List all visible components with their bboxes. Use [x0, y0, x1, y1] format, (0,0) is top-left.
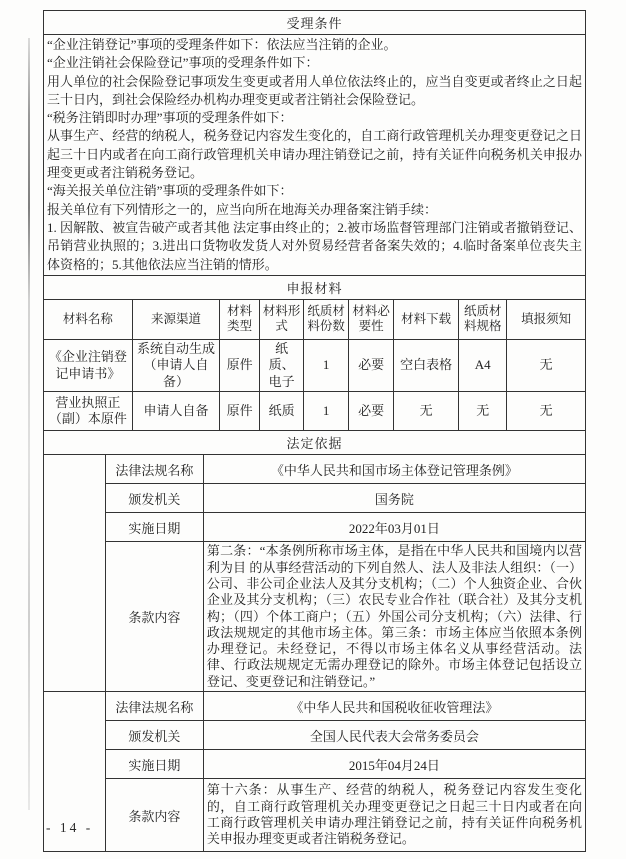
- filling-notes-cell: 无: [507, 339, 586, 392]
- col-header-paper-size: 纸质材料规格: [459, 299, 507, 339]
- law-issuer-value: 全国人民代表大会常务委员会: [203, 721, 585, 750]
- document-table: [43, 10, 586, 852]
- materials-header-row: [44, 299, 586, 339]
- law-date-row: [44, 750, 586, 779]
- col-header-material-form: 材料形式: [260, 299, 304, 339]
- law-content-value: 第二条：“本条例所称市场主体，是指在中华人民共和国境内以营利为目 的从事经营活动的下列自然人、法人及非法人组织：（一）公司、非公司企业法人及其分支机构；（二）个人独资企业、合伙企业及其分支机构；（三）农民专业合作社（联合社）及其分支机构；（四）个体工商户；（五）外国公司分支机构；（六）法律、行政法规规定的其他市场主体。第三条：市场主体应当依照本条例办理登记。未经登记，不得以市场主体名义从事经营活动。法律、行政法规规定无需办理登记的除外。市场主体登记包括设立登记、变更登记和注销登记。”: [203, 542, 585, 692]
- law-issuer-value: 国务院: [203, 484, 585, 513]
- paper-copies-cell: 1: [304, 392, 349, 431]
- law-content-label: 条款内容: [105, 779, 203, 852]
- material-name-cell: 营业执照正（副）本原件: [44, 392, 133, 431]
- acceptance-body-cell: [44, 35, 586, 276]
- col-header-paper-copies: 纸质材料份数: [304, 299, 349, 339]
- download-cell: 无: [394, 392, 459, 431]
- law-content-value: 第十六条：从事生产、经营的纳税人，税务登记内容发生变化的，自工商行政管理机关办理变更登记之日起三十日内或者在向工商行政管理机关申请办理注销登记之前，持有关证件向税务机关申报办理变更或者注销税务登记。: [203, 779, 585, 852]
- law-issuer-row: [44, 721, 586, 750]
- legal-spacer-cell: [44, 455, 106, 692]
- material-name-cell: 《企业注销登记申请书》: [44, 339, 133, 392]
- law-issuer-label: 颁发机关: [105, 484, 203, 513]
- acceptance-paragraph: 从事生产、经营的纳税人，税务登记内容发生变化的，自工商行政管理机关办理变更登记之日起三十日内或者在向工商行政管理机关申请办理注销登记之前，持有关证件向税务机关申报办理变更或者注销税务登记。: [47, 128, 582, 181]
- necessity-cell: 必要: [349, 392, 394, 431]
- col-header-filling-notes: 填报须知: [507, 299, 586, 339]
- source-channel-cell: 系统自动生成（申请人自备）: [132, 339, 219, 392]
- law-name-label: 法律法规名称: [105, 455, 203, 484]
- filling-notes-cell: 无: [507, 392, 586, 431]
- law-issuer-row: [44, 484, 586, 513]
- material-row: [44, 392, 586, 431]
- acceptance-section-title: 受理条件: [44, 11, 586, 35]
- material-form-cell: 纸质、电子: [260, 339, 304, 392]
- acceptance-paragraph: “海关报关单位注销”事项的受理条件如下：: [47, 183, 293, 199]
- materials-section-title: 申报材料: [44, 275, 586, 299]
- law-content-row: [44, 779, 586, 852]
- source-channel-cell: 申请人自备: [132, 392, 219, 431]
- acceptance-paragraph: 报关单位有下列情形之一的，应当向所在地海关办理备案注销手续：: [47, 201, 438, 217]
- material-type-cell: 原件: [220, 339, 260, 392]
- material-form-cell: 纸质: [260, 392, 304, 431]
- law-content-label: 条款内容: [105, 542, 203, 692]
- law-content-row: [44, 542, 586, 692]
- material-type-cell: 原件: [220, 392, 260, 431]
- law-name-row: [44, 692, 586, 721]
- paper-size-cell: A4: [459, 339, 507, 392]
- acceptance-section: [43, 10, 586, 276]
- acceptance-paragraph: “税务注销即时办理”事项的受理条件如下：: [47, 110, 293, 126]
- law-date-label: 实施日期: [105, 750, 203, 779]
- law-issuer-label: 颁发机关: [105, 721, 203, 750]
- law-name-row: [44, 455, 586, 484]
- page-number: - 14 -: [46, 820, 94, 835]
- legal-basis-section: [43, 430, 586, 852]
- paper-copies-cell: 1: [304, 339, 349, 392]
- legal-section-title: 法定依据: [44, 431, 586, 455]
- acceptance-paragraph: 用人单位的社会保险登记事项发生变更或者用人单位依法终止的，应当自变更或者终止之日起三十日内，到社会保险经办机构办理变更或者注销社会保险登记。: [47, 73, 582, 107]
- law-name-value: 《中华人民共和国市场主体登记管理条例》: [203, 455, 585, 484]
- materials-section: [43, 275, 586, 432]
- acceptance-paragraph: “企业注销登记”事项的受理条件如下：依法应当注销的企业。: [47, 37, 397, 52]
- col-header-material-name: 材料名称: [44, 299, 133, 339]
- paper-size-cell: 无: [459, 392, 507, 431]
- necessity-cell: 必要: [349, 339, 394, 392]
- scan-artifact-line: [28, 38, 30, 810]
- material-row: [44, 339, 586, 392]
- law-name-value: 《中华人民共和国税收征收管理法》: [203, 692, 585, 721]
- col-header-material-type: 材料类型: [220, 299, 260, 339]
- acceptance-paragraph: 1. 因解散、被宣告破产或者其他 法定事由终止的；2.被市场监督管理部门注销或者撤销登记、吊销营业执照的；3.进出口货物收发货人对外贸易经营者备案失效的；4.临时备案单位丧失主体资格的；5.其他依法应当注销的情形。: [47, 219, 582, 272]
- law-date-label: 实施日期: [105, 513, 203, 542]
- law-date-value: 2015年04月24日: [203, 750, 585, 779]
- acceptance-paragraph: “企业注销社会保险登记”事项的受理条件如下：: [47, 55, 319, 71]
- col-header-necessity: 材料必要性: [349, 299, 394, 339]
- law-date-row: [44, 513, 586, 542]
- col-header-download: 材料下载: [394, 299, 459, 339]
- col-header-source-channel: 来源渠道: [132, 299, 219, 339]
- law-name-label: 法律法规名称: [105, 692, 203, 721]
- download-cell: 空白表格: [394, 339, 459, 392]
- law-date-value: 2022年03月01日: [203, 513, 585, 542]
